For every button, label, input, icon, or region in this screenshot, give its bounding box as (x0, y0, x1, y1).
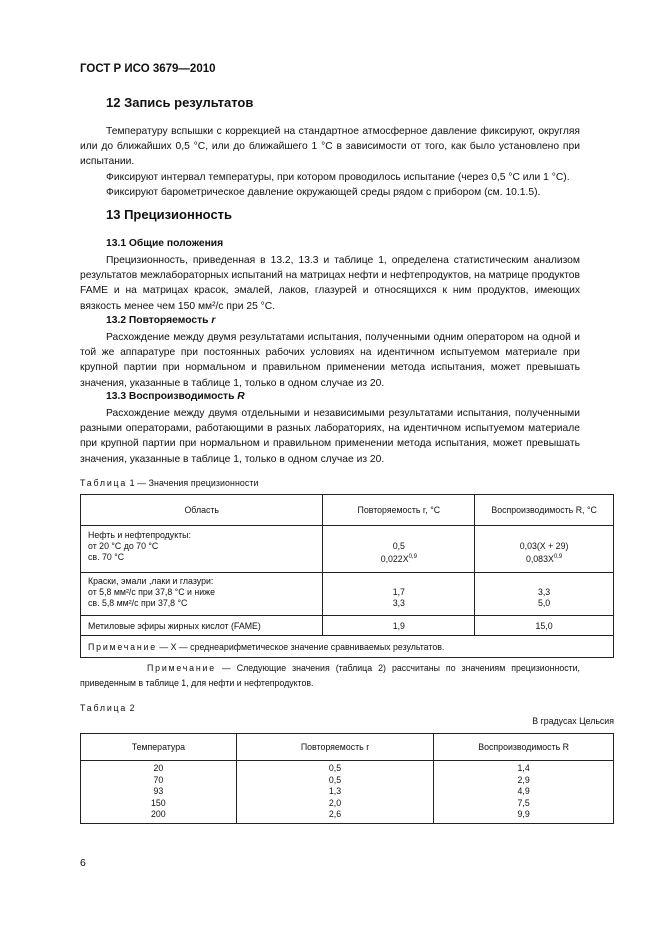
derived-precision-table (80, 733, 614, 824)
table-row (81, 573, 614, 616)
reproducibility-value: 7,5 (517, 797, 530, 808)
section-12-title: 12 Запись результатов (106, 95, 254, 110)
repeatability-value: 2,0 (328, 797, 342, 808)
value-cell: 0,03(X + 29) (519, 541, 569, 551)
table-2-header-reproducibility: Воспроизводимость R (434, 734, 614, 761)
subsection-13-1-text: Прецизионность, приведенная в 13.2, 13.3 и таблице 1, определена статистическим анализом результатов межлабораторных испытаний на матрицах нефти и нефтепродуктов, на матрице продуктов FAME и на матрицах красок, эмалей, лаков, глазурей и относящихся к ним продуктов, имеющих вязкость менее чем 150 мм²/с при 25 °С. (80, 255, 580, 312)
section-12-paragraph-3: Фиксируют барометрическое давление окружающей среды рядом с прибором (см. 10.1.5). (106, 187, 541, 198)
reproducibility-value: 9,9 (517, 809, 530, 819)
value-cell: 15,0 (475, 616, 614, 636)
temperature-value: 20 (153, 763, 164, 773)
section-12-paragraph-1: Температуру вспышки с коррекцией на стандартное атмосферное давление фиксируют, округляя или до ближайших 0,5 °С, или до ближайшего 1 °С в зависимости от того, как было установлено при испытании. (80, 126, 580, 168)
value-cell: 5,0 (537, 598, 551, 608)
temperature-value: 150 (151, 797, 166, 808)
area-label: св. 70 °С (88, 552, 125, 562)
area-label: св. 5,8 мм²/с при 37,8 °С (88, 598, 188, 608)
table-2-header-repeatability: Повторяемость r (236, 734, 434, 761)
page-number: 6 (80, 857, 86, 869)
document-header: ГОСТ Р ИСО 3679—2010 (80, 63, 216, 75)
section-13-title: 13 Прецизионность (106, 207, 233, 222)
area-label: Нефть и нефтепродукты: (88, 530, 191, 540)
value-cell: $0,083X^{0,9}$ (525, 554, 563, 564)
table-1-header-repeatability: Повторяемость r, °С (323, 495, 475, 526)
value-cell: 1,9 (323, 616, 475, 636)
value-cell: $0,022X^{0,9}$ (380, 554, 417, 564)
reproducibility-value: 2,9 (517, 774, 530, 785)
temperature-value: 70 (153, 774, 164, 785)
temperature-value: 200 (151, 809, 166, 819)
table-1-note: Примечание — X — среднеарифметическое значение сравниваемых результатов. (81, 636, 614, 658)
table-row (81, 526, 614, 573)
subsection-13-3-title: 13.3 Воспроизводимость R (106, 391, 245, 402)
repeatability-value: 2,6 (328, 809, 342, 819)
note-after-table-1: Примечание — Следующие значения (таблица 2) рассчитаны по значениям прецизионности, приведенным в таблице 1, для нефти и нефтепродуктов. (80, 663, 580, 688)
reproducibility-value: 1,4 (517, 763, 530, 773)
area-label: от 5,8 мм²/с при 37,8 °С и ниже (88, 587, 215, 597)
table-row (81, 761, 614, 824)
area-label: от 20 °С до 70 °С (88, 541, 159, 551)
value-cell: 0,5 (392, 541, 405, 551)
reproducibility-value: 4,9 (517, 786, 530, 796)
subsection-13-2-text: Расхождение между двумя результатами испытания, полученными одним оператором на одной и той же аппаратуре при постоянных рабочих условиях на идентичном испытуемом материале при крупной партии при нормальном и правильном применении метода испытания, может превышать значения, указанные в таблице 1, только в одном случае из 20. (80, 332, 580, 389)
value-cell: 1,7 (392, 587, 405, 597)
repeatability-value: 1,3 (328, 786, 342, 796)
table-row (81, 616, 614, 636)
precision-table (80, 494, 614, 658)
repeatability-value: 0,5 (328, 774, 342, 785)
table-1-caption: Таблица 1 — Значения прецизионности (80, 478, 259, 488)
subsection-13-1-title: 13.1 Общие положения (106, 238, 224, 249)
subsection-13-3-text: Расхождение между двумя отдельными и независимыми результатами испытания, полученными разными операторами, работающими в разных лабораториях, на идентичном испытуемом материале при крупной партии при нормальном и правильном применении метода испытания, может превышать значения, указанные в таблице 1, только в одном случае из 20. (80, 408, 580, 465)
section-12-paragraph-2: Фиксируют интервал температуры, при котором проводилось испытание (через 0,5 °С или 1 °С). (106, 172, 570, 183)
value-cell: 3,3 (392, 598, 405, 608)
table-note-row (81, 636, 614, 658)
value-cell: 3,3 (537, 587, 551, 597)
table-1-header-reproducibility: Воспроизводимость R, °С (475, 495, 614, 526)
table-2-caption: Таблица 2 (80, 703, 135, 713)
area-label: Метиловые эфиры жирных кислот (FAME) (81, 616, 323, 636)
table-1-header-area: Область (81, 495, 323, 526)
area-label: Краски, эмали ,лаки и глазури: (88, 576, 214, 586)
subsection-13-2-title: 13.2 Повторяемость r (106, 315, 216, 326)
table-2-header-temperature: Температура (81, 734, 237, 761)
repeatability-value: 0,5 (328, 763, 342, 773)
table-2-units: В градусах Цельсия (532, 716, 614, 726)
temperature-value: 93 (153, 786, 164, 796)
